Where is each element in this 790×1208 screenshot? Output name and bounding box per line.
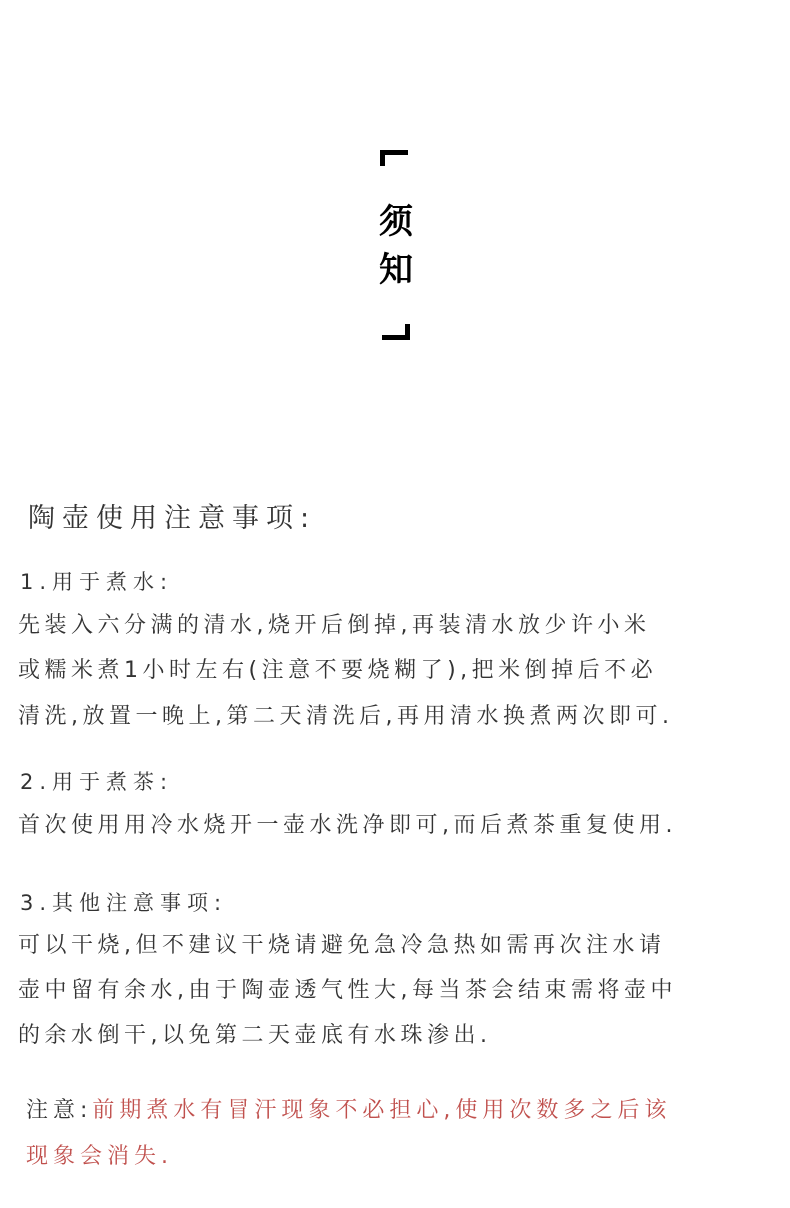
note-label: 注意: xyxy=(26,1098,93,1123)
section-3-line-3: 的余水倒干,以免第二天壶底有水珠渗出. xyxy=(18,1023,492,1048)
note-text-2: 现象会消失. xyxy=(26,1144,173,1169)
close-bracket-mark xyxy=(382,324,410,340)
section-3-line-2: 壶中留有余水,由于陶壶透气性大,每当茶会结束需将壶中 xyxy=(18,978,677,1003)
note-text-1: 前期煮水有冒汗现象不必担心,使用次数多之后该 xyxy=(92,1098,672,1123)
section-1-line-2: 或糯米煮1小时左右(注意不要烧糊了),把米倒掉后不必 xyxy=(18,658,658,683)
note-line-2 xyxy=(26,1142,173,1172)
section-1-line-3: 清洗,放置一晚上,第二天清洗后,再用清水换煮两次即可. xyxy=(18,704,674,729)
section-1-line-1: 先装入六分满的清水,烧开后倒掉,再装清水放少许小米 xyxy=(18,613,651,638)
open-bracket-mark xyxy=(380,150,408,166)
section-2-title: 2.用于煮茶: xyxy=(20,770,174,794)
section-1-title: 1.用于煮水: xyxy=(20,570,174,594)
title-char-2: 知 xyxy=(379,250,413,290)
note-line-1 xyxy=(26,1096,671,1126)
section-3-line-1: 可以干烧,但不建议干烧请避免急冷急热如需再次注水请 xyxy=(18,933,666,958)
section-2-line-1: 首次使用用冷水烧开一壶水洗净即可,而后煮茶重复使用. xyxy=(18,813,677,838)
title-char-1: 须 xyxy=(379,202,413,242)
section-3-title: 3.其他注意事项: xyxy=(20,891,228,915)
page-heading: 陶壶使用注意事项: xyxy=(28,503,317,534)
